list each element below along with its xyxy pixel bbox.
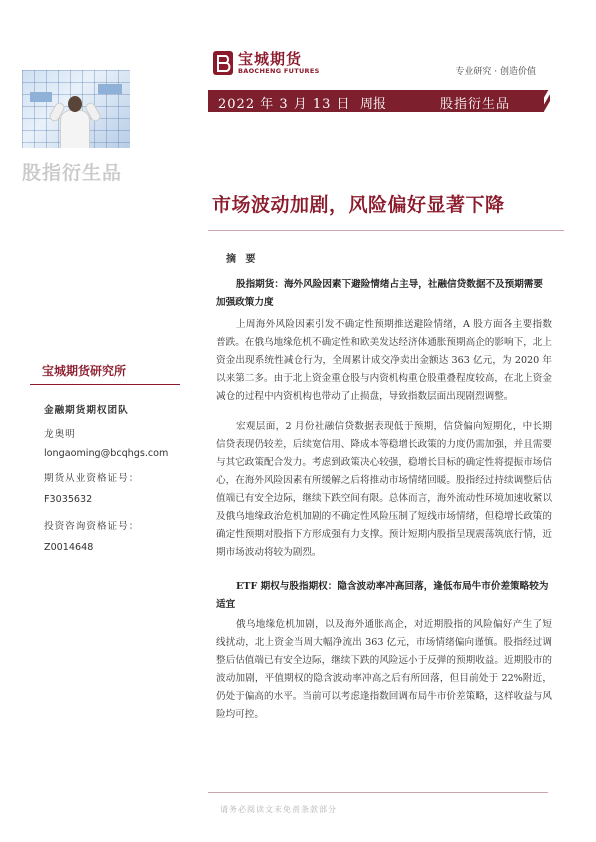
report-date: 2022 年 3 月 13 日 xyxy=(218,97,351,112)
section-heading-futures: 股指期货：海外风险因素下避险情绪占主导，社融信贷数据不及预期需要加强政策力度 xyxy=(216,279,543,308)
consulting-label: 投资咨询资格证号： xyxy=(44,521,140,532)
consulting-number: Z0014648 xyxy=(44,542,94,553)
report-type: 周报 xyxy=(360,97,387,112)
cover-image xyxy=(22,70,130,148)
report-category: 股指衍生品 xyxy=(440,97,511,112)
cover-image-figure xyxy=(60,110,90,148)
brand-name-cn: 宝城期货 xyxy=(238,50,303,68)
banner-stripes xyxy=(526,90,550,112)
org-divider xyxy=(30,384,180,385)
org-name: 宝城期货研究所 xyxy=(42,364,127,378)
footer-divider xyxy=(208,792,548,793)
section-heading-options: ETF 期权与股指期权：隐含波动率冲高回落，逢低布局牛市价差策略较为适宜 xyxy=(216,581,549,610)
footer-disclaimer: 请务必阅读文末免责条款部分 xyxy=(220,805,337,814)
team-name: 金融期货期权团队 xyxy=(44,405,129,416)
title-divider xyxy=(208,230,564,231)
qualification-label: 期货从业资格证号： xyxy=(44,473,140,484)
paragraph: 上周海外风险因素引发不确定性预期推送避险情绪，A 股方面各主要指数普跌。在俄乌地缘危机不确定性和欧美发达经济体通胀预期高企的影响下，北上资金出现系统性减仓行为，全周累计成交净卖出金额达 363 亿元，为 2020 年以来第二多。由于北上资金重仓股与内资机构重仓股重叠程度较高，在北上资金减仓的过程中内资机构也带动了止损盘，导致指数层面出现剧烈调整。 xyxy=(216,319,552,402)
brand-name-en: BAOCHENG FUTURES xyxy=(238,67,320,75)
report-title: 市场波动加剧，风险偏好显著下降 xyxy=(212,194,505,216)
analyst-email[interactable]: longaoming@bcqhgs.com xyxy=(44,448,169,459)
brand-logo xyxy=(212,50,320,76)
abstract-label: 摘 要 xyxy=(226,254,259,265)
qualification-number: F3035632 xyxy=(44,494,93,505)
cover-image-screen-left xyxy=(30,92,52,102)
category-title: 股指衍生品 xyxy=(22,162,123,184)
analyst-name: 龙奥明 xyxy=(44,429,76,440)
paragraph: 俄乌地缘危机加剧，以及海外通胀高企，对近期股指的风险偏好产生了短线扰动，北上资金当周大幅净流出 363 亿元，市场情绪偏向谨慎。股指经过调整后估值端已有安全边际，继续下跌的风险远小于反弹的预期收益。近期股市的波动加剧，平值期权的隐含波动率冲高之后有所回落，但目前处于 22%附近，仍处于偏高的水平。当前可以考虑逢指数回调布局牛市价差策略，这样收益与风险均可控。 xyxy=(216,619,552,720)
paragraph: 宏观层面，2 月份社融信贷数据表现低于预期，信贷偏向短期化，中长期信贷表现仍较差，后续宽信用、降成本等稳增长政策的力度仍需加强，并且需要与其它政策配合发力。考虑到政策决心较强，稳增长目标的确定性将提振市场信心，在海外风险因素有所缓解之后将推动市场情绪回暖。股指经过持续调整后估值端已有安全边际，继续下跌空间有限。总体而言，海外流动性环境加速收紧以及俄乌地缘政治危机加剧的不确定性风险压制了短线市场情绪，但稳增长政策的确定性预期对股指下方形成强有力支撑。预计短期内股指呈现震荡筑底行情，近期市场波动将较为剧烈。 xyxy=(216,421,552,558)
abstract-content xyxy=(216,276,552,724)
cover-image-screen-right xyxy=(98,84,122,94)
brand-logo-icon xyxy=(212,50,234,76)
tagline: 专业研究 · 创造价值 xyxy=(455,67,536,77)
cover-image-head xyxy=(68,96,82,112)
